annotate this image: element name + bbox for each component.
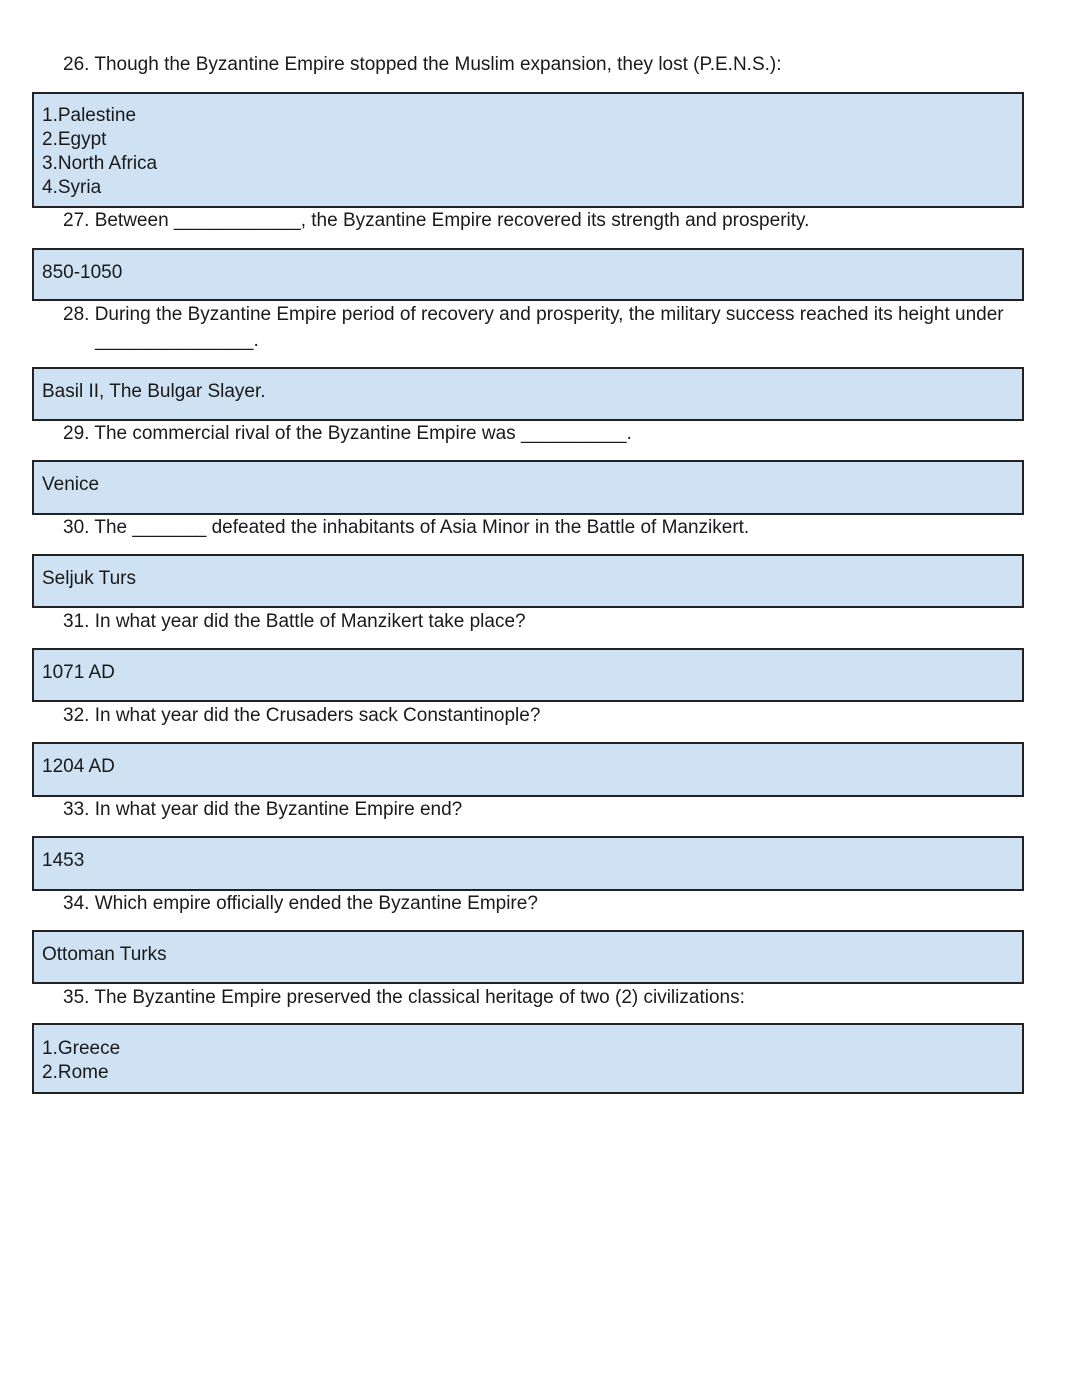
- answer-line: 850-1050: [42, 262, 123, 283]
- answer-box-28[interactable]: [32, 367, 1024, 421]
- answer-box-29[interactable]: [32, 460, 1024, 515]
- answer-line: Ottoman Turks: [42, 944, 167, 965]
- answer-line: 1071 AD: [42, 662, 115, 683]
- question-27: 27. Between ____________, the Byzantine Empire recovered its strength and prosperity.: [63, 210, 810, 231]
- answer-box-27[interactable]: [32, 248, 1024, 301]
- answer-box-30[interactable]: [32, 554, 1024, 608]
- answer-box-32[interactable]: [32, 742, 1024, 797]
- question-28: 28. During the Byzantine Empire period of recovery and prosperity, the military success reached its height under: [63, 304, 1004, 325]
- answer-box-34[interactable]: [32, 930, 1024, 984]
- answer-line: 1453: [42, 850, 85, 871]
- answer-line: Seljuk Turs: [42, 568, 136, 589]
- question-33: 33. In what year did the Byzantine Empire end?: [63, 799, 463, 820]
- question-32: 32. In what year did the Crusaders sack Constantinople?: [63, 705, 541, 726]
- question-30: 30. The _______ defeated the inhabitants of Asia Minor in the Battle of Manzikert.: [63, 517, 750, 538]
- question-35: 35. The Byzantine Empire preserved the classical heritage of two (2) civilizations:: [63, 987, 745, 1008]
- question-31: 31. In what year did the Battle of Manzikert take place?: [63, 611, 526, 632]
- question-29: 29. The commercial rival of the Byzantine Empire was __________.: [63, 423, 632, 444]
- answer-line: 2.Egypt: [42, 129, 107, 150]
- question-34: 34. Which empire officially ended the Byzantine Empire?: [63, 893, 538, 914]
- answer-line: Basil II, The Bulgar Slayer.: [42, 381, 266, 402]
- answer-line: Venice: [42, 474, 100, 495]
- answer-box-33[interactable]: [32, 836, 1024, 891]
- answer-line: 2.Rome: [42, 1062, 109, 1083]
- answer-box-31[interactable]: [32, 648, 1024, 702]
- answer-line: 1204 AD: [42, 756, 115, 777]
- answer-box-26[interactable]: [32, 92, 1024, 208]
- answer-line: 1.Palestine: [42, 105, 137, 126]
- answer-line: 4.Syria: [42, 177, 102, 198]
- answer-box-35[interactable]: [32, 1023, 1024, 1094]
- answer-line: 3.North Africa: [42, 153, 158, 174]
- answer-line: 1.Greece: [42, 1038, 121, 1059]
- question-26: 26. Though the Byzantine Empire stopped the Muslim expansion, they lost (P.E.N.S.):: [63, 54, 782, 75]
- question-28-blank: _______________.: [95, 330, 259, 351]
